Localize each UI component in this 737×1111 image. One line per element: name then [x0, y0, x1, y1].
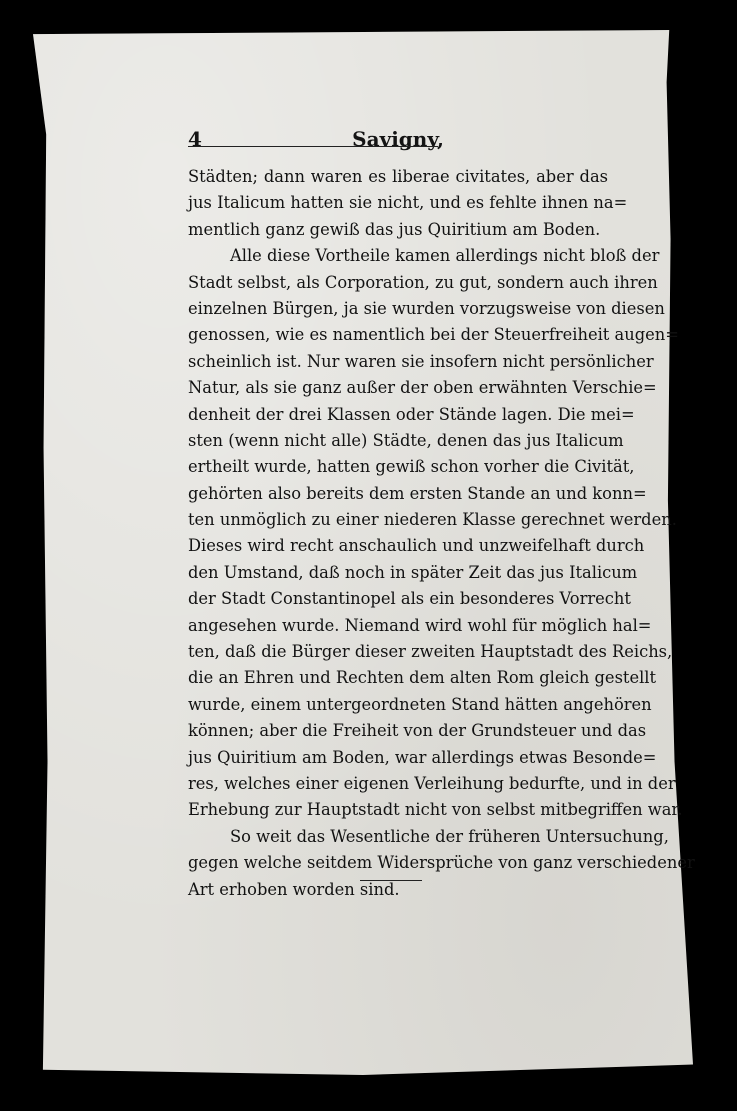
text-line: Städten; dann waren es liberae civitates, aber das — [188, 167, 608, 186]
text-line: sten (wenn nicht alle) Städte, denen das jus Italicum — [188, 430, 624, 450]
text-line: So weit das Wesentliche der früheren Untersuchung, — [230, 826, 669, 846]
text-line: Stadt selbst, als Corporation, zu gut, sondern auch ihren — [188, 272, 658, 292]
text-line: wurde, einem untergeordneten Stand hätten angehören — [188, 694, 652, 714]
text-line: Alle diese Vortheile kamen allerdings nicht bloß der — [230, 246, 660, 266]
body-text — [188, 164, 695, 903]
text-line: den Umstand, daß noch in später Zeit das jus Italicum — [188, 562, 638, 582]
text-line: Natur, als sie ganz außer der oben erwähnten Verschie= — [188, 378, 657, 398]
text-line: denheit der drei Klassen oder Stände lagen. Die mei= — [188, 404, 635, 424]
text-line: Dieses wird recht anschaulich und unzweifelhaft durch — [188, 536, 645, 556]
running-head — [188, 124, 444, 154]
text-line: Erhebung zur Hauptstadt nicht von selbst mitbegriffen war. — [188, 800, 683, 820]
text-line: die an Ehren und Rechten dem alten Rom gleich gestellt — [188, 668, 657, 688]
text-line: res, welches einer eigenen Verleihung bedurfte, und in der — [188, 773, 676, 793]
text-line: der Stadt Constantinopel als ein besonderes Vorrecht — [188, 589, 631, 609]
text-line: können; aber die Freiheit von der Grundsteuer und das — [188, 721, 647, 741]
text-line: angesehen wurde. Niemand wird wohl für möglich hal= — [188, 615, 652, 635]
text-line: jus Quiritium am Boden, war allerdings etwas Besonde= — [188, 747, 657, 767]
text-line: ten, daß die Bürger dieser zweiten Hauptstadt des Reichs, — [188, 642, 673, 662]
running-title: Savigny, — [352, 127, 444, 151]
text-line: gegen welche seitdem Widersprüche von ganz verschiedener — [188, 853, 695, 873]
text-line: Art erhoben worden sind. — [188, 879, 400, 899]
text-line: jus Italicum hatten sie nicht, und es fehlte ihnen na= — [188, 193, 628, 213]
text-line: genossen, wie es namentlich bei der Steuerfreiheit augen= — [188, 325, 679, 345]
text-line: scheinlich ist. Nur waren sie insofern nicht persönlicher — [188, 351, 654, 371]
page-number: 4 — [188, 127, 202, 151]
section-end-rule — [360, 880, 422, 881]
text-line: ten unmöglich zu einer niederen Klasse gerechnet werden. — [188, 510, 677, 530]
text-line: ertheilt wurde, hatten gewiß schon vorher die Civität, — [188, 457, 635, 477]
text-line: einzelnen Bürgen, ja sie wurden vorzugsweise von diesen — [188, 298, 665, 318]
header-rule — [188, 146, 438, 147]
text-line: gehörten also bereits dem ersten Stande an und konn= — [188, 483, 647, 503]
text-line: mentlich ganz gewiß das jus Quiritium am Boden. — [188, 219, 601, 239]
